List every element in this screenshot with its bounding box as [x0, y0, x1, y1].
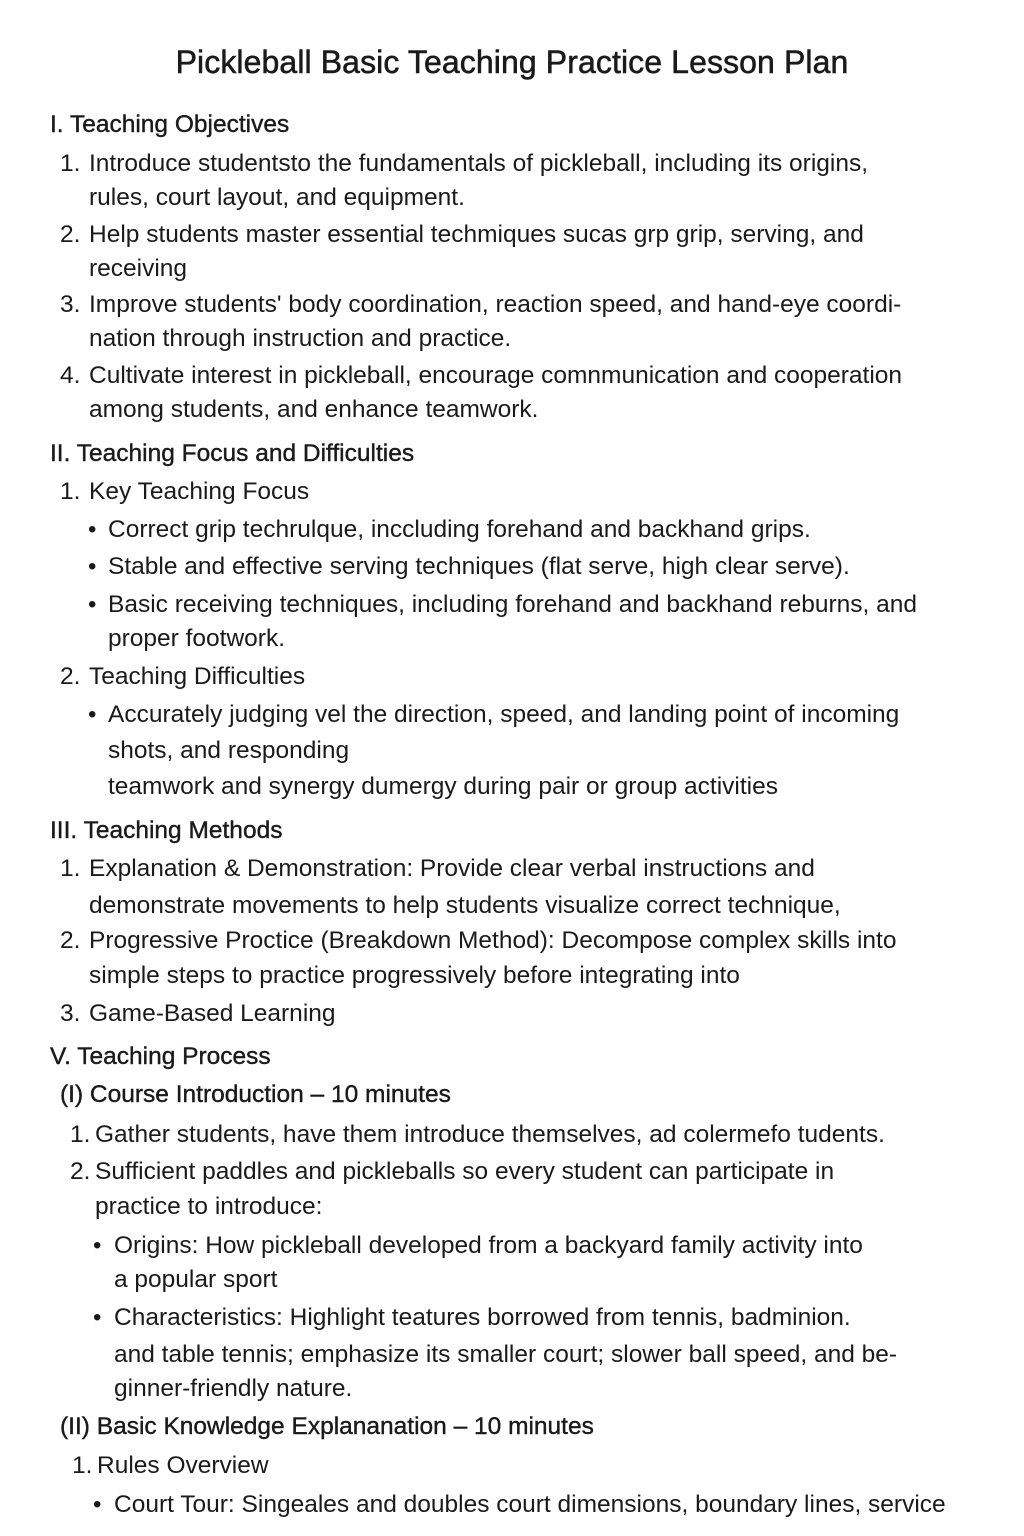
- list-number: 2.: [60, 927, 81, 954]
- list-number: 2.: [70, 1158, 91, 1185]
- list-item-line: among students, and enhance teamwork.: [89, 396, 539, 423]
- list-number: 1.: [72, 1452, 93, 1479]
- section-heading-objectives: I. Teaching Objectives: [50, 111, 290, 138]
- list-item-line: Rules Overview: [97, 1452, 269, 1479]
- list-number: 3.: [60, 1000, 81, 1027]
- section-heading-methods: III. Teaching Methods: [50, 817, 283, 844]
- list-item-line: Introduce studentsto the fundamentals of pickleball, including its origins,: [89, 150, 869, 177]
- bullet-marker: •: [93, 1491, 102, 1518]
- list-number: 3.: [60, 291, 81, 318]
- bullet-marker: •: [93, 1304, 102, 1331]
- bullet-item-line: Accurately judging vel the direction, speed, and landing point of incoming: [108, 701, 900, 728]
- subsection-label-key-focus: Key Teaching Focus: [89, 478, 310, 505]
- list-number: 4.: [60, 362, 81, 389]
- bullet-item-line: ginner-friendly nature.: [114, 1375, 353, 1402]
- section-heading-process: V. Teaching Process: [50, 1043, 271, 1070]
- bullet-item-line: Court Tour: Singeales and doubles court dimensions, boundary lines, service: [114, 1491, 946, 1518]
- list-number: 1.: [70, 1121, 91, 1148]
- bullet-item-line: a popular sport: [114, 1266, 278, 1293]
- bullet-item-line: proper footwork.: [108, 625, 286, 652]
- bullet-item-line: Characteristics: Highlight teatures borrowed from tennis, badminion.: [114, 1304, 851, 1331]
- subsection-heading-basic-knowledge: (II) Basic Knowledge Explananation – 10 minutes: [60, 1413, 594, 1440]
- bullet-item-line: Stable and effective serving techniques (flat serve, high clear serve).: [108, 553, 850, 580]
- list-item-line: receiving: [89, 255, 188, 282]
- bullet-item-line: Basic receiving techniques, including forehand and backhand reburns, and: [108, 591, 918, 618]
- list-item-line: rules, court layout, and equipment.: [89, 184, 465, 211]
- list-item-line: simple steps to practice progressively before integrating into: [89, 962, 740, 989]
- bullet-item-line: Correct grip techrulque, inccluding forehand and backhand grips.: [108, 516, 811, 543]
- subsection-label-difficulties: Teaching Difficulties: [89, 663, 306, 690]
- subsection-heading-course-introduction: (I) Course Introduction – 10 minutes: [60, 1081, 451, 1108]
- list-item-line: practice to introduce:: [95, 1193, 323, 1220]
- list-item-line: Game-Based Learning: [89, 1000, 336, 1027]
- bullet-item-line: teamwork and synergy dumergy during pair or group activities: [108, 773, 778, 800]
- page-title: Pickleball Basic Teaching Practice Lesson Plan: [175, 44, 849, 80]
- list-item-line: Sufficient paddles and pickleballs so every student can participate in: [95, 1158, 835, 1185]
- list-number: 2.: [60, 221, 81, 248]
- section-heading-focus: II. Teaching Focus and Difficulties: [50, 440, 415, 467]
- bullet-marker: •: [93, 1232, 102, 1259]
- list-number: 2.: [60, 663, 81, 690]
- list-number: 1.: [60, 478, 81, 505]
- bullet-item-line: Origins: How pickleball developed from a backyard family activity into: [114, 1232, 863, 1259]
- bullet-marker: •: [88, 591, 97, 618]
- list-number: 1.: [60, 855, 81, 882]
- list-item-line: nation through instruction and practice.: [89, 325, 512, 352]
- bullet-marker: •: [88, 701, 97, 728]
- list-item-line: Progressive Proctice (Breakdown Method): Decompose complex skills into: [89, 927, 897, 954]
- list-item-line: demonstrate movements to help students visualize correct technique,: [89, 892, 841, 919]
- list-item-line: Improve students' body coordination, reaction speed, and hand-eye coordi-: [89, 291, 902, 318]
- list-item-line: Explanation & Demonstration: Provide clear verbal instructions and: [89, 855, 815, 882]
- bullet-item-line: shots, and responding: [108, 737, 350, 764]
- bullet-marker: •: [88, 553, 97, 580]
- list-item-line: Cultivate interest in pickleball, encourage comnmunication and cooperation: [89, 362, 903, 389]
- list-item-line: Help students master essential techmiques sucas grp grip, serving, and: [89, 221, 864, 248]
- bullet-item-line: and table tennis; emphasize its smaller court; slower ball speed, and be-: [114, 1341, 898, 1368]
- bullet-marker: •: [88, 516, 97, 543]
- list-number: 1.: [60, 150, 81, 177]
- list-item-line: Gather students, have them introduce themselves, ad colermefo tudents.: [95, 1121, 885, 1148]
